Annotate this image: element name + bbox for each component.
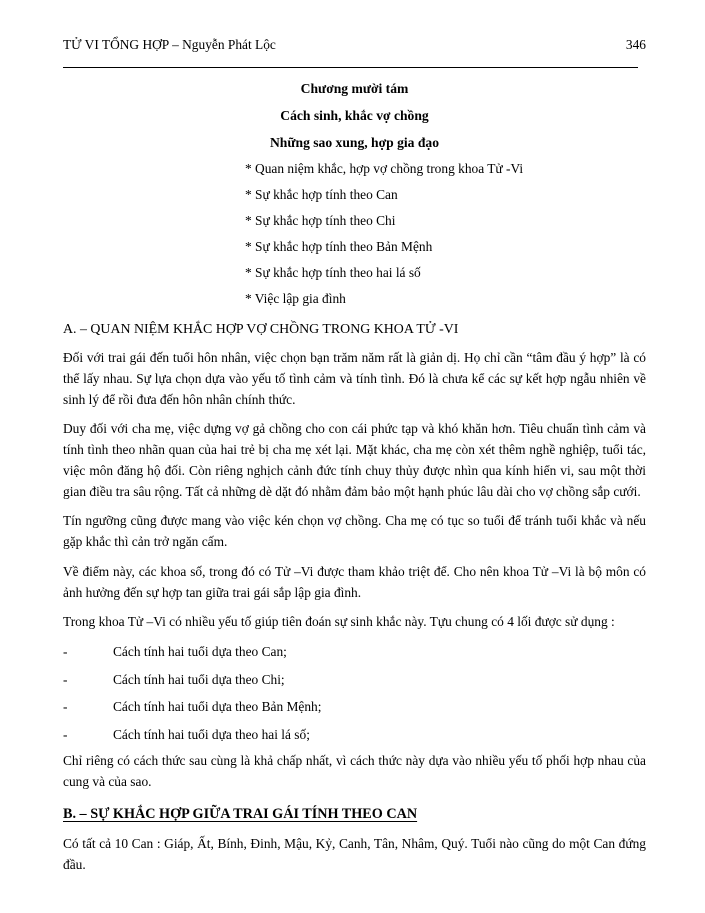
- list-item-text: Cách tính hai tuổi dựa theo Can;: [113, 644, 287, 660]
- list-item: [63, 724, 646, 745]
- paragraph: Chỉ riêng có cách thức sau cùng là khả chấp nhất, vì cách thức này dựa vào nhiều yếu tố phối hợp nhau của cung và của sao.: [63, 753, 646, 790]
- toc-item: * Quan niệm khắc, hợp vợ chồng trong khoa Tử -Vi: [245, 161, 524, 176]
- paragraph: Về điểm này, các khoa số, trong đó có Tử –Vi được tham khảo triệt để. Cho nên khoa Tử –Vi là bộ môn có ảnh hưởng đến sự hợp tan giữa trai gái sắp lập gia đình.: [63, 563, 646, 600]
- toc-item: * Sự khắc hợp tính theo Chi: [245, 213, 396, 228]
- section-b-heading: [63, 803, 646, 825]
- running-title: TỬ VI TỔNG HỢP – Nguyễn Phát Lộc: [63, 37, 276, 52]
- paragraph: Có tất cả 10 Can : Giáp, Ất, Bính, Đinh, Mậu, Kỷ, Canh, Tân, Nhâm, Quý. Tuổi nào cũng do một Can đứng đầu.: [63, 836, 646, 873]
- header-rule: [63, 67, 638, 68]
- chapter-title: Chương mười tám: [300, 81, 409, 96]
- toc-item: * Sự khắc hợp tính theo Can: [245, 187, 398, 202]
- dash-bullet: -: [63, 726, 68, 742]
- list-item: [63, 641, 646, 662]
- list-item-text: Cách tính hai tuổi dựa theo Bản Mệnh;: [113, 699, 322, 715]
- list-item-text: Cách tính hai tuổi dựa theo Chi;: [113, 671, 285, 687]
- chapter-subtitle-2: Những sao xung, hợp gia đạo: [269, 135, 440, 150]
- running-header: [63, 36, 646, 53]
- toc-item: * Sự khắc hợp tính theo Bản Mệnh: [245, 239, 433, 254]
- section-b-heading-text: B. – SỰ KHẮC HỢP GIỮA TRAI GÁI TÍNH THEO CAN: [63, 806, 418, 823]
- chapter-subtitle-1: Cách sinh, khắc vợ chồng: [280, 108, 429, 123]
- section-a-heading: A. – QUAN NIỆM KHẮC HỢP VỢ CHỒNG TRONG KHOA TỬ -VI: [63, 322, 459, 337]
- list-item-text: Cách tính hai tuổi dựa theo hai lá số;: [113, 726, 310, 742]
- dash-bullet: -: [63, 671, 68, 687]
- dash-bullet: -: [63, 644, 68, 660]
- paragraph: Tín ngưỡng cũng được mang vào việc kén chọn vợ chồng. Cha mẹ có tục so tuổi để tránh tuổi khắc và nếu gặp khắc thì cản trở ngăn cấm.: [63, 513, 646, 550]
- methods-list: [63, 641, 646, 745]
- dash-bullet: -: [63, 699, 68, 715]
- paragraph: Đối với trai gái đến tuổi hôn nhân, việc chọn bạn trăm năm rất là giản dị. Họ chỉ cần “tâm đầu ý hợp” là có thể lấy nhau. Sự lựa chọn dựa vào yếu tố tình cảm và tính tình. Đó là chưa kể các sự kết hợp ngẫu nhiên về sinh lý để rồi đưa đến hôn nhân chính thức.: [63, 350, 646, 407]
- toc-item: * Sự khắc hợp tính theo hai lá số: [245, 265, 421, 280]
- paragraph: Duy đối với cha mẹ, việc dựng vợ gả chồng cho con cái phức tạp và khó khăn hơn. Tiêu chuẩn tình cảm và tính tình theo nhãn quan của hai trẻ bị cha mẹ xét lại. Mặt khác, cha mẹ còn xét thêm nghề nghiệp, tuổi tác, việc môn đăng hộ đối. Còn riêng nghịch cảnh đức tính chuy thủy được nhìn qua kính hiển vi, sau một thời gian điều tra sâu rộng. Tất cả những dè dặt đó nhằm đảm bảo một hạnh phúc lâu dài cho vợ chồng sắp cưới.: [63, 421, 646, 499]
- list-item: [63, 696, 646, 717]
- toc-item: * Việc lập gia đình: [245, 291, 346, 306]
- paragraph: Trong khoa Tử –Vi có nhiều yếu tố giúp tiên đoán sự sinh khắc này. Tựu chung có 4 lối được sử dụng :: [63, 613, 615, 629]
- list-item: [63, 669, 646, 690]
- chapter-toc: [245, 156, 646, 312]
- page-number: 346: [625, 37, 646, 52]
